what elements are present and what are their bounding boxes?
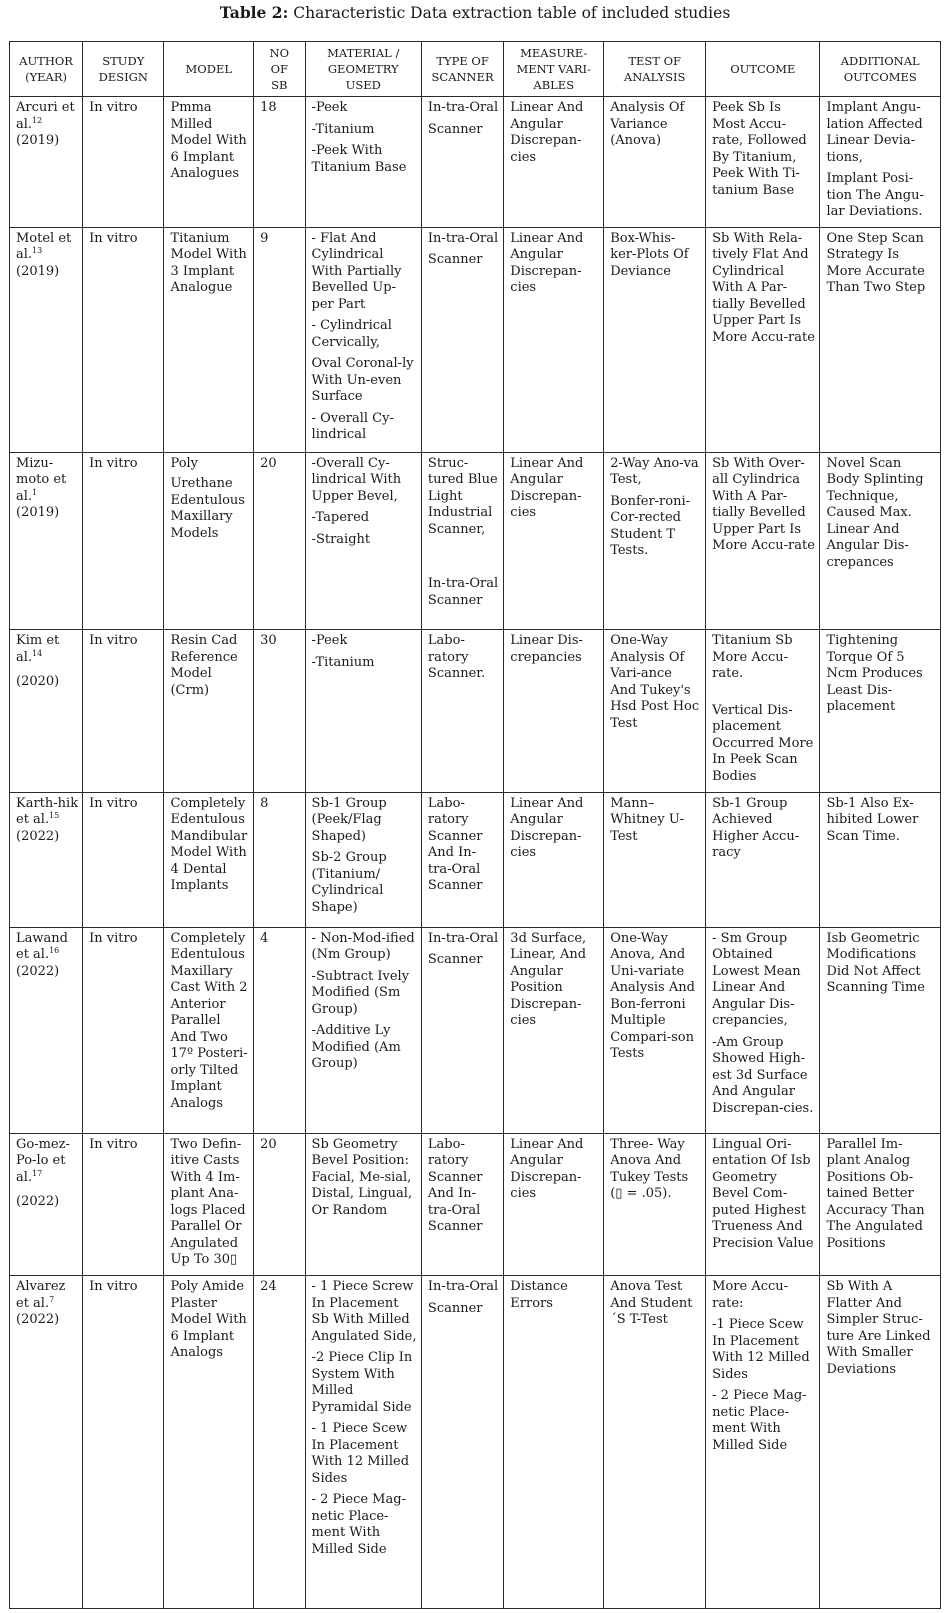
cell-no-sb: [254, 1276, 305, 1609]
cell-outcome: [706, 227, 820, 452]
model-text: Two Defin-itive Casts With 4 Im-plant Ana-logs Placed Parallel Or Angulated Up To 30▯: [170, 1136, 246, 1268]
header-design: [83, 42, 164, 97]
author-name: Mizu-moto: [16, 455, 54, 488]
cell-model: [164, 927, 254, 1133]
cell-variables: [504, 927, 604, 1133]
scanner-text: Scanner: [427, 1300, 483, 1316]
cell-scanner: [421, 792, 503, 927]
cell-test: [604, 452, 706, 629]
cell-model: [164, 97, 254, 228]
table-row: [10, 927, 941, 1133]
test-text: Box-Whis-ker-Plots Of Deviance: [610, 230, 689, 279]
material-text: - Non-Mod-ified (Nm Group): [311, 930, 415, 963]
header-line: OUTCOMES: [843, 70, 917, 84]
header-line: USED: [345, 78, 381, 92]
author-etal: et al.: [16, 472, 67, 504]
cell-author: [10, 630, 83, 793]
material-text: Sb Geometry Bevel Position: Facial, Me-sial, Distal, Lingual, Or Random: [311, 1136, 413, 1218]
additional-text: One Step Scan Strategy Is More Accurate Than Two Step: [826, 230, 926, 296]
additional-text: Isb Geometric Modifications Did Not Affect Scanning Time: [826, 930, 925, 996]
cell-model: [164, 1133, 254, 1275]
table-caption: [0, 2, 950, 24]
cell-material: [305, 452, 421, 629]
material-text: - Cylindrical Cervically,: [311, 318, 392, 350]
additional-text: Novel Scan Body Splinting Technique, Caused Max. Linear And Angular Dis-crepances: [826, 455, 924, 570]
no-sb-text: 20: [260, 455, 277, 471]
cell-test: [604, 927, 706, 1133]
study-design-text: In vitro: [89, 930, 138, 946]
variables-text: Linear And Angular Discrepan-cies: [510, 1136, 584, 1202]
header-scanner: [421, 42, 503, 97]
cell-outcome: [706, 630, 820, 793]
test-text: One-Way Analysis Of Vari-ance And Tukey's Hsd Post Hoc Test: [610, 633, 700, 731]
reference-number: 14: [32, 648, 43, 658]
cell-model: [164, 1276, 254, 1609]
outcome-text: - Sm Group Obtained Lowest Mean Linear And Angular Dis-crepancies,: [712, 930, 801, 1029]
reference-number: 16: [49, 946, 60, 956]
scanner-text: Struc-tured Blue Light Industrial Scanner,: [427, 455, 498, 537]
material-text: Sb-2 Group (Titanium/ Cylindrical Shape): [311, 850, 387, 915]
header-test: [604, 42, 706, 97]
cell-outcome: [706, 792, 820, 927]
author-year: (2022): [16, 1312, 60, 1328]
cell-additional: [820, 630, 941, 793]
test-text: Anova Test And Student´S T-Test: [610, 1279, 693, 1328]
header-line: GEOMETRY: [327, 62, 399, 76]
header-line: MODEL: [185, 62, 232, 76]
table-header-row: [10, 42, 941, 97]
cell-study-design: [83, 927, 164, 1133]
scanner-text: Labo-ratory Scanner And In-tra-Oral Scanner: [427, 795, 483, 894]
author-year: (2020): [16, 674, 60, 689]
cell-outcome: [706, 1276, 820, 1609]
table-caption-text: Characteristic Data extraction table of included studies: [293, 4, 731, 22]
header-line: MATERIAL /: [327, 46, 400, 60]
cell-author: [10, 792, 83, 927]
cell-material: [305, 1276, 421, 1609]
outcome-text: Lingual Ori-entation Of Isb Geometry Bevel Com-puted Highest Trueness And Precision Value: [712, 1136, 814, 1251]
material-text: Oval Coronal-ly With Un-even Surface: [311, 356, 414, 405]
author-name: Alvarez: [16, 1279, 66, 1295]
cell-no-sb: [254, 97, 305, 228]
test-text: One-Way Anova, And Uni-variate Analysis And Bon-ferroni Multiple Compari-son Tests: [610, 930, 695, 1062]
cell-material: [305, 792, 421, 927]
header-line: NO: [269, 46, 290, 60]
reference-number: 1: [32, 487, 38, 497]
cell-scanner: [421, 927, 503, 1133]
cell-scanner: [421, 1133, 503, 1275]
cell-author: [10, 452, 83, 629]
author-year: (2019): [16, 133, 60, 148]
cell-no-sb: [254, 927, 305, 1133]
table-row: [10, 1276, 941, 1609]
test-text: Three- Way Anova And Tukey Tests (▯ = .05).: [610, 1136, 689, 1202]
cell-test: [604, 227, 706, 452]
cell-outcome: [706, 452, 820, 629]
cell-additional: [820, 1133, 941, 1275]
header-line: DESIGN: [98, 70, 148, 84]
cell-test: [604, 97, 706, 228]
outcome-text: - 2 Piece Mag-netic Place-ment With Milled Side: [712, 1388, 807, 1453]
additional-text: Tightening Torque Of 5 Ncm Produces Least Dis-placement: [826, 633, 923, 714]
header-line: SCANNER: [431, 70, 494, 84]
model-text: Pmma Milled Model With 6 Implant Analogues: [170, 100, 247, 181]
header-author: [10, 42, 83, 97]
cell-study-design: [83, 227, 164, 452]
test-text: Mann–Whitney U-Test: [610, 795, 684, 844]
cell-study-design: [83, 630, 164, 793]
model-text: Titanium Model With 3 Implant Analogue: [170, 230, 247, 296]
material-text: Sb-1 Group (Peek/Flag Shaped): [311, 795, 387, 844]
cell-variables: [504, 630, 604, 793]
cell-variables: [504, 1276, 604, 1609]
scanner-text: In-tra-Oral Scanner: [427, 576, 499, 608]
study-design-text: In vitro: [89, 633, 138, 648]
additional-text: Sb-1 Also Ex-hibited Lower Scan Time.: [826, 795, 919, 844]
cell-author: [10, 227, 83, 452]
cell-variables: [504, 97, 604, 228]
outcome-text: More Accu-rate:: [712, 1279, 789, 1311]
no-sb-text: 4: [260, 930, 269, 946]
no-sb-text: 24: [260, 1279, 277, 1295]
cell-test: [604, 1133, 706, 1275]
model-text: Completely Edentulous Maxillary Cast With 2 Anterior Parallel And Two 17º Posteri-orly Tilted Implant Analogs: [170, 930, 248, 1111]
reference-number: 7: [49, 1294, 55, 1304]
cell-model: [164, 452, 254, 629]
cell-additional: [820, 792, 941, 927]
study-design-text: In vitro: [89, 1279, 138, 1295]
material-text: -Overall Cy-lindrical With Upper Bevel,: [311, 455, 402, 504]
outcome-text: Titanium Sb More Accu-rate.: [712, 633, 793, 681]
material-text: - Overall Cy-lindrical: [311, 410, 394, 443]
header-material: [305, 42, 421, 97]
scanner-text: In-tra-Oral: [427, 930, 499, 946]
cell-model: [164, 227, 254, 452]
additional-text: Sb With A Flatter And Simpler Struc-ture Are Linked With Smaller Deviations: [826, 1279, 931, 1377]
material-text: - 2 Piece Mag-netic Place-ment With Milled Side: [311, 1492, 406, 1557]
scanner-text: Scanner: [427, 952, 483, 968]
cell-additional: [820, 227, 941, 452]
header-model: [164, 42, 254, 97]
cell-scanner: [421, 452, 503, 629]
material-text: -Peek: [311, 100, 348, 115]
outcome-text: Peek Sb Is Most Accu-rate, Followed By Titanium, Peek With Ti-tanium Base: [712, 100, 807, 198]
header-line: ABLES: [533, 78, 575, 92]
outcome-text: Sb With Rela-tively Flat And Cylindrical With A Par-tially Bevelled Upper Part Is More Accu-rate: [712, 230, 815, 345]
cell-study-design: [83, 1133, 164, 1275]
cell-outcome: [706, 927, 820, 1133]
author-year: (2019): [16, 263, 60, 279]
additional-text: Implant Angu-lation Affected Linear Devia-tions,: [826, 100, 923, 165]
material-text: -Titanium: [311, 654, 375, 670]
variables-text: Linear And Angular Discrepan-cies: [510, 455, 584, 521]
header-line: TEST OF: [628, 54, 681, 68]
model-text: Urethane Edentulous Maxillary Models: [170, 476, 245, 541]
material-text: -Straight: [311, 531, 371, 547]
cell-material: [305, 630, 421, 793]
cell-author: [10, 97, 83, 228]
cell-scanner: [421, 97, 503, 228]
cell-no-sb: [254, 792, 305, 927]
header-additional: [820, 42, 941, 97]
cell-variables: [504, 227, 604, 452]
no-sb-text: 18: [260, 100, 277, 115]
test-text: Bonfer-roni-Cor-rected Student T Tests.: [610, 493, 691, 559]
model-text: Poly Amide Plaster Model With 6 Implant Analogs: [170, 1279, 247, 1361]
outcome-text: Vertical Dis-placement Occurred More In Peek Scan Bodies: [712, 702, 814, 784]
scanner-text: In-tra-Oral: [427, 230, 499, 246]
author-etal: et al.: [16, 947, 50, 963]
cell-study-design: [83, 1276, 164, 1609]
author-year: (2022): [16, 1194, 60, 1210]
study-design-text: In vitro: [89, 455, 138, 471]
header-line: ANALYSIS: [623, 70, 686, 84]
author-year: (2022): [16, 828, 60, 844]
author-year: (2019): [16, 505, 60, 521]
variables-text: Linear And Angular Discrepan-cies: [510, 795, 584, 861]
cell-no-sb: [254, 452, 305, 629]
study-design-text: In vitro: [89, 230, 138, 246]
no-sb-text: 9: [260, 230, 269, 246]
extraction-table: [9, 41, 941, 1609]
cell-additional: [820, 452, 941, 629]
cell-material: [305, 927, 421, 1133]
material-text: -Titanium: [311, 121, 375, 137]
cell-study-design: [83, 792, 164, 927]
cell-author: [10, 1133, 83, 1275]
cell-material: [305, 227, 421, 452]
cell-test: [604, 792, 706, 927]
cell-test: [604, 630, 706, 793]
scanner-text: In-tra-Oral: [427, 100, 499, 115]
table-caption-label: Table 2:: [219, 3, 289, 22]
cell-no-sb: [254, 1133, 305, 1275]
test-text: Analysis Of Variance (Anova): [610, 100, 685, 148]
author-name: Arcuri: [16, 100, 58, 115]
material-text: -Subtract Ively Modified (Sm Group): [311, 968, 410, 1017]
material-text: -Tapered: [311, 510, 370, 526]
study-design-text: In vitro: [89, 795, 138, 811]
reference-number: 15: [49, 811, 60, 821]
header-line: STUDY: [102, 54, 145, 68]
cell-model: [164, 630, 254, 793]
header-line: ADDITIONAL: [840, 54, 920, 68]
outcome-text: Sb-1 Group Achieved Higher Accu-racy: [712, 795, 800, 861]
study-design-text: In vitro: [89, 100, 138, 115]
scanner-text: Scanner: [427, 121, 483, 137]
author-year: (2022): [16, 963, 60, 979]
cell-study-design: [83, 97, 164, 228]
cell-additional: [820, 97, 941, 228]
table-row: [10, 452, 941, 629]
material-text: -2 Piece Clip In System With Milled Pyramidal Side: [311, 1350, 413, 1415]
scanner-text: In-tra-Oral: [427, 1279, 499, 1295]
additional-text: Parallel Im-plant Analog Positions Ob-tained Better Accuracy Than The Angulated Positions: [826, 1136, 925, 1251]
material-text: - Flat And Cylindrical With Partially Bevelled Up-per Part: [311, 230, 402, 312]
outcome-text: -1 Piece Scew In Placement With 12 Milled Sides: [712, 1317, 810, 1382]
cell-model: [164, 792, 254, 927]
cell-variables: [504, 452, 604, 629]
cell-outcome: [706, 97, 820, 228]
cell-material: [305, 1133, 421, 1275]
table-row: [10, 97, 941, 228]
header-line: OF: [270, 62, 289, 76]
material-text: - 1 Piece Scew In Placement With 12 Milled Sides: [311, 1421, 410, 1486]
test-text: 2-Way Ano-va Test,: [610, 455, 699, 488]
header-line: MEASURE-: [520, 46, 588, 60]
no-sb-text: 20: [260, 1136, 277, 1152]
additional-text: Implant Posi-tion The Angu-lar Deviations.: [826, 171, 924, 219]
header-line: TYPE OF: [436, 54, 489, 68]
outcome-text: Sb With Over-all Cylindrica With A Par-tially Bevelled Upper Part Is More Accu-rate: [712, 455, 815, 554]
variables-text: Linear And Angular Discrepan-cies: [510, 230, 584, 296]
header-line: AUTHOR: [19, 54, 73, 68]
author-name: Kim et al.: [16, 633, 60, 665]
cell-material: [305, 97, 421, 228]
header-line: (YEAR): [25, 70, 68, 84]
author-name: Lawand: [16, 930, 68, 946]
header-line: SB: [271, 78, 288, 92]
scanner-text: Labo-ratory Scanner And In-tra-Oral Scanner: [427, 1136, 483, 1235]
material-text: -Additive Ly Modified (Am Group): [311, 1023, 401, 1072]
cell-scanner: [421, 630, 503, 793]
material-text: -Peek: [311, 633, 348, 648]
reference-number: 12: [32, 115, 43, 125]
header-line: MENT VARI-: [516, 62, 591, 76]
reference-number: 17: [32, 1168, 43, 1178]
cell-additional: [820, 1276, 941, 1609]
header-line: OUTCOME: [730, 62, 796, 76]
no-sb-text: 8: [260, 795, 269, 811]
model-text: Completely Edentulous Mandibular Model With 4 Dental Implants: [170, 795, 248, 894]
reference-number: 13: [32, 246, 43, 256]
variables-text: Distance Errors: [510, 1279, 568, 1311]
cell-no-sb: [254, 630, 305, 793]
cell-study-design: [83, 452, 164, 629]
cell-scanner: [421, 227, 503, 452]
author-etal: et al.: [16, 100, 75, 132]
scanner-text: Labo-ratory Scanner.: [427, 633, 486, 681]
cell-additional: [820, 927, 941, 1133]
table-row: [10, 630, 941, 793]
cell-variables: [504, 792, 604, 927]
author-name: Go-mez-Po-lo et al.: [16, 1136, 70, 1185]
table-row: [10, 792, 941, 927]
variables-text: Linear And Angular Discrepan-cies: [510, 100, 584, 165]
header-outcome: [706, 42, 820, 97]
cell-author: [10, 927, 83, 1133]
outcome-text: -Am Group Showed High-est 3d Surface And Angular Discrepan-cies.: [712, 1034, 814, 1116]
cell-scanner: [421, 1276, 503, 1609]
table-row: [10, 1133, 941, 1275]
study-design-text: In vitro: [89, 1136, 138, 1152]
author-etal: et al.: [16, 1295, 50, 1311]
variables-text: 3d Surface, Linear, And Angular Position Discrepan-cies: [510, 930, 587, 1029]
cell-author: [10, 1276, 83, 1609]
material-text: -Peek With Titanium Base: [311, 143, 407, 175]
variables-text: Linear Dis-crepancies: [510, 633, 583, 665]
cell-variables: [504, 1133, 604, 1275]
scanner-text: Scanner: [427, 252, 483, 268]
header-variables: [504, 42, 604, 97]
cell-test: [604, 1276, 706, 1609]
header-no-sb: [254, 42, 305, 97]
cell-no-sb: [254, 227, 305, 452]
material-text: - 1 Piece Screw In Placement Sb With Milled Angulated Side,: [311, 1279, 417, 1344]
no-sb-text: 30: [260, 633, 277, 648]
author-etal: et al.: [16, 230, 72, 263]
model-text: Resin Cad Reference Model (Crm): [170, 633, 238, 698]
cell-outcome: [706, 1133, 820, 1275]
table-row: [10, 227, 941, 452]
author-name: Karth-hik et al.: [16, 795, 79, 828]
model-text: Poly: [170, 455, 199, 471]
author-name: Motel: [16, 230, 55, 246]
